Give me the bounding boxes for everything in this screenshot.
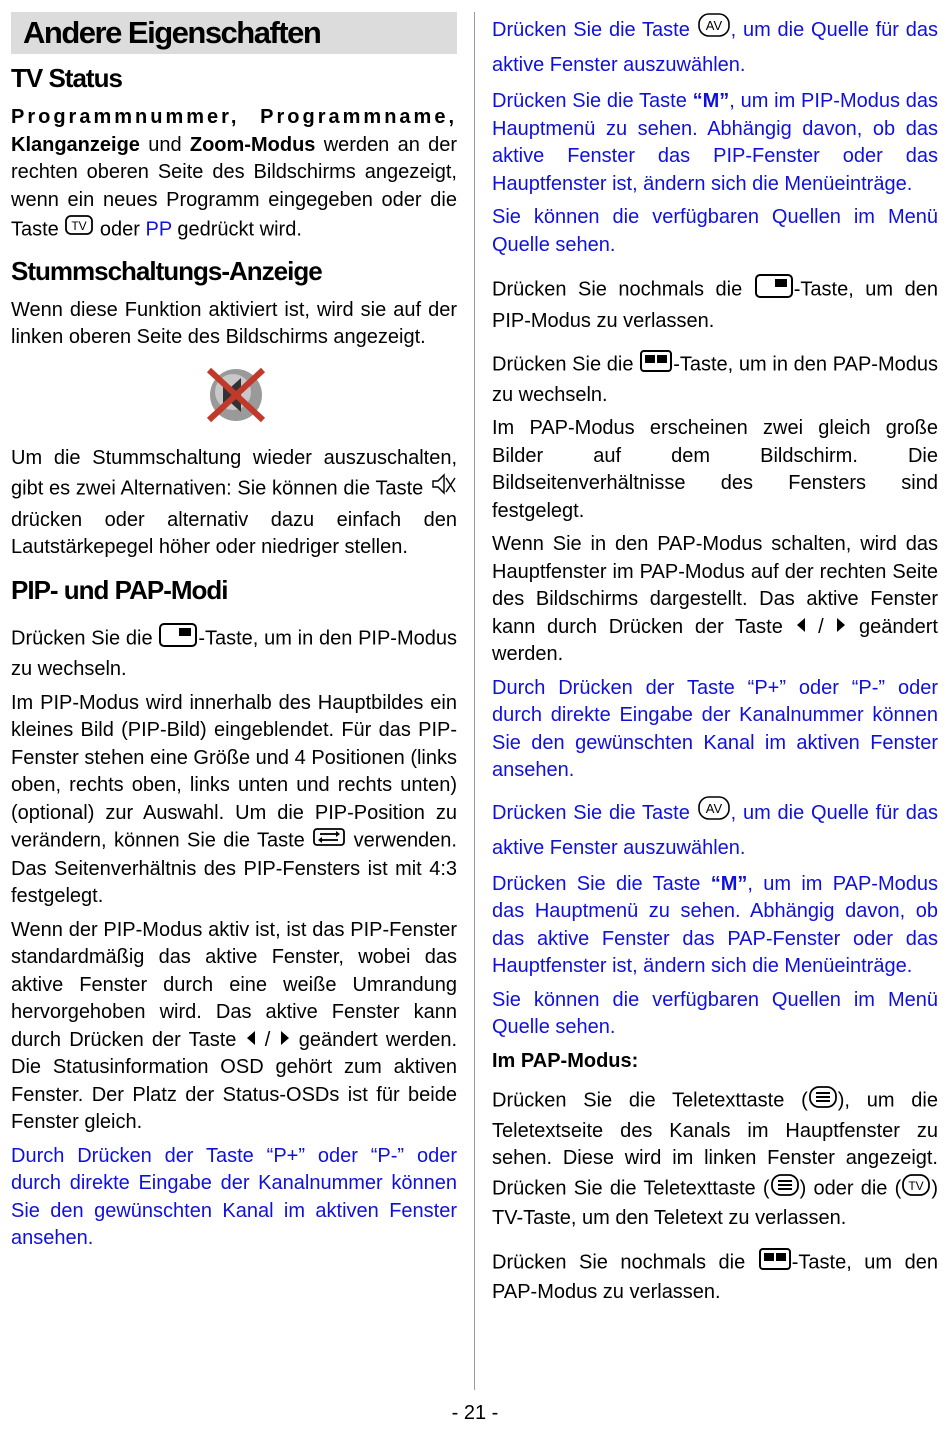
page-title-bar — [11, 12, 457, 54]
av-key-icon — [697, 12, 731, 49]
pap-mode-subheading: Im PAP-Modus: — [492, 1049, 639, 1072]
tv-key-icon — [901, 1173, 931, 1206]
svg-text:TV: TV — [71, 219, 88, 233]
pap-channel-paragraph: Durch Drücken der Taste “P+” oder “P-” oder durch direkte Eingabe der Kanalnummer können Sie den gewünschten Kanal im aktiven Fenster ansehen. — [492, 676, 938, 782]
heading-pip-pap: PIP- und PAP-Modi — [11, 574, 228, 605]
arrow-right-icon — [279, 1027, 291, 1055]
pip-source-paragraph: Drücken Sie die Taste AV , um die Quelle für das aktive Fenster auszuwählen. — [492, 12, 938, 82]
pap-key-icon — [758, 1247, 792, 1280]
pap-exit-paragraph: Drücken Sie nochmals die -Taste, um den PAP-Modus zu verlassen. — [492, 1247, 938, 1307]
mute-indicator-icon — [203, 364, 457, 431]
pip-sources-paragraph: Sie können die verfügbaren Quellen im Menü Quelle sehen. — [492, 206, 938, 256]
mute-paragraph-2: Um die Stummschaltung wieder auszuschalten, gibt es zwei Alternativen: Sie können die Taste drücken oder alternativ dazu einfach den Lautstärkepegel höher oder niedriger stellen. — [11, 446, 457, 558]
arrow-right-icon — [835, 614, 847, 642]
arrow-left-icon — [245, 1027, 257, 1055]
pip-key-icon — [754, 273, 794, 308]
pap-source-paragraph: Drücken Sie die Taste AV , um die Quelle für das aktive Fenster auszuwählen. — [492, 795, 938, 865]
pip-paragraph-1: Drücken Sie die -Taste, um in den PIP-Modus zu wechseln. — [11, 622, 457, 684]
column-divider — [474, 12, 475, 1390]
pap-menu-paragraph: Drücken Sie die Taste “M”, um im PAP-Modus das Hauptmenü zu sehen. Abhängig davon, ob das aktive Fenster das PAP-Fenster oder das Hauptfenster ist, ändern sich die Menüeinträge. — [492, 872, 938, 978]
teletext-key-icon — [808, 1085, 838, 1118]
tv-key-icon — [64, 214, 94, 247]
arrow-left-icon — [795, 614, 807, 642]
svg-text:TV: TV — [908, 1178, 924, 1193]
teletext-key-icon — [770, 1173, 800, 1206]
av-key-icon — [697, 795, 731, 832]
svg-text:AV: AV — [705, 800, 722, 816]
pap-main-window-paragraph: Wenn Sie in den PAP-Modus schalten, wird das Hauptfenster im PAP-Modus auf der rechten Seite des Bildschirms dargestellt. Das aktive Fenster kann durch Drücken der Taste / geändert werden. — [492, 533, 938, 666]
mute-paragraph-1: Wenn diese Funktion aktiviert ist, wird sie auf der linken oberen Seite des Bildschirms angezeigt. — [11, 298, 457, 348]
left-column — [11, 12, 457, 1259]
pap-key-icon — [639, 349, 673, 382]
pap-enter-paragraph: Drücken Sie die -Taste, um in den PAP-Modus zu wechseln. — [492, 349, 938, 409]
swap-key-icon — [312, 827, 346, 856]
pap-description-paragraph: Im PAP-Modus erscheinen zwei gleich große Bilder auf dem Bildschirm. Die Bildseitenverhältnisse des Fensters sind festgelegt. — [492, 417, 938, 522]
page-number: - 21 - — [451, 1402, 499, 1424]
pap-sources-paragraph: Sie können die verfügbaren Quellen im Menü Quelle sehen. — [492, 988, 938, 1039]
pap-teletext-paragraph: Drücken Sie die Teletexttaste ( ), um die Teletextseite des Kanals im Hauptfenster zu sehen. Diese wird im linken Fenster angezeigt. Drücken Sie die Teletexttaste ( ) oder die ( TV ) TV-Taste, um den Teletext zu verlassen. — [492, 1085, 938, 1233]
pip-paragraph-2: Im PIP-Modus wird innerhalb des Hauptbildes ein kleines Bild (PIP-Bild) eingeblendet. Für das PIP-Fenster stehen eine Größe und 4 Positionen (links oben, rechts oben, links unten und rechts unten)(optional) zur Auswahl. Um die PIP-Position zu verändern, können Sie die Taste verwenden. Das Seitenverhältnis des PIP-Fensters ist mit 4:3 festgelegt. — [11, 691, 457, 907]
mute-key-icon — [429, 472, 457, 507]
pip-menu-paragraph: Drücken Sie die Taste “M”, um im PIP-Modus das Hauptmenü zu sehen. Abhängig davon, ob das aktive Fenster das PIP-Fenster oder das Hauptfenster ist, ändern sich die Menüeinträge. — [492, 90, 938, 195]
right-column — [492, 12, 938, 1313]
pip-paragraph-3: Wenn der PIP-Modus aktiv ist, ist das PIP-Fenster standardmäßig das aktive Fenster, wobei das aktive Fenster durch eine weiße Umrandung hervorgehoben wird. Das aktive Fenster kann durch Drücken der Taste / geändert werden. Die Statusinformation OSD gehört zum aktiven Fenster. Der Platz der Status-OSDs ist für beide Fenster gleich. — [11, 918, 458, 1134]
pip-exit-paragraph: Drücken Sie nochmals die -Taste, um den PIP-Modus zu verlassen. — [492, 273, 938, 335]
pip-key-icon — [158, 622, 198, 657]
page-title: Andere Eigenschaften — [23, 15, 321, 50]
heading-tv-status: TV Status — [11, 63, 122, 93]
tv-status-paragraph: Programmnummer, Programmname, Klanganzeige und Zoom-Modus werden an der rechten oberen Seite des Bildschirms angezeigt, wenn ein neues Programm eingegeben oder die Taste TV oder PP gedrückt wird. — [11, 104, 457, 247]
heading-mute: Stummschaltungs-Anzeige — [11, 255, 322, 286]
pip-paragraph-4: Durch Drücken der Taste “P+” oder “P-” oder durch direkte Eingabe der Kanalnummer können Sie den gewünschten Kanal im aktiven Fenster ansehen. — [11, 1144, 457, 1250]
svg-text:AV: AV — [705, 18, 722, 33]
